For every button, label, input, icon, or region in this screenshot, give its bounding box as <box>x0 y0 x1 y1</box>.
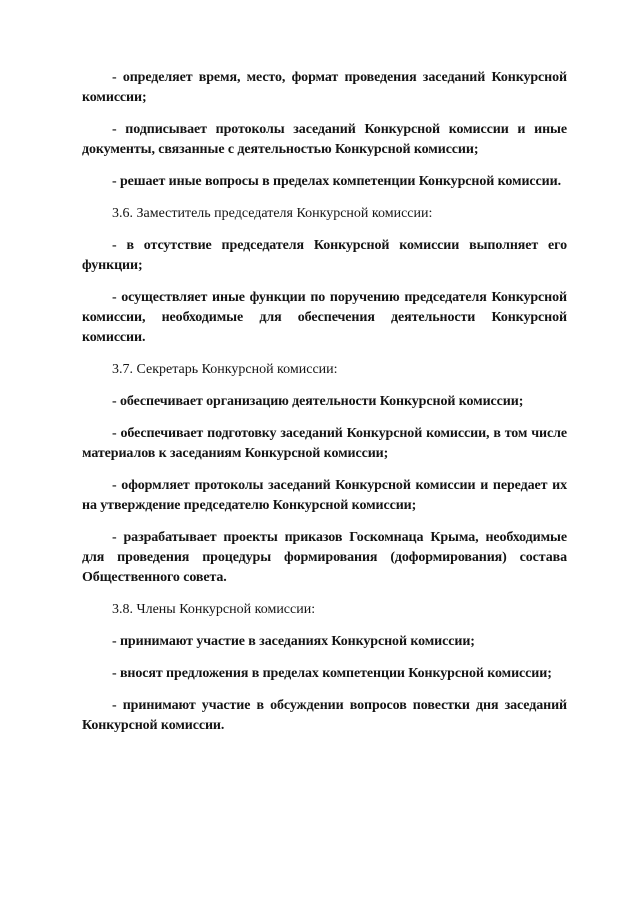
members-duty-propose: - вносят предложения в пределах компетенции Конкурсной комиссии; <box>112 666 552 681</box>
secretary-duty-prepare: - обеспечивает подготовку заседаний Конкурсной комиссии, в том числе материалов к заседаниям Конкурсной комиссии; <box>82 426 567 461</box>
deputy-duty-replace: - в отсутствие председателя Конкурсной комиссии выполняет его функции; <box>82 238 567 273</box>
chairman-duty-sign: - подписывает протоколы заседаний Конкурсной комиссии и иные документы, связанные с деятельностью Конкурсной комиссии; <box>82 122 567 157</box>
members-duty-participate: - принимают участие в заседаниях Конкурсной комиссии; <box>112 634 475 649</box>
members-duty-discuss: - принимают участие в обсуждении вопросов повестки дня заседаний Конкурсной комиссии. <box>82 698 567 733</box>
secretary-duty-organize: - обеспечивает организацию деятельности Конкурсной комиссии; <box>112 394 524 409</box>
secretary-duty-orders: - разрабатывает проекты приказов Госкомнаца Крыма, необходимые для проведения процедуры формирования (доформирования) состава Общественного совета. <box>82 530 567 585</box>
chairman-duty-schedule: - определяет время, место, формат проведения заседаний Конкурсной комиссии; <box>82 70 567 105</box>
document-body <box>82 68 567 748</box>
chairman-duty-other: - решает иные вопросы в пределах компетенции Конкурсной комиссии. <box>112 174 561 189</box>
section-heading-secretary: 3.7. Секретарь Конкурсной комиссии: <box>112 362 338 377</box>
deputy-duty-other: - осуществляет иные функции по поручению председателя Конкурсной комиссии, необходимые для обеспечения деятельности Конкурсной комиссии. <box>82 290 567 345</box>
section-heading-deputy: 3.6. Заместитель председателя Конкурсной комиссии: <box>112 206 433 221</box>
secretary-duty-protocols: - оформляет протоколы заседаний Конкурсной комиссии и передает их на утверждение председателю Конкурсной комиссии; <box>82 478 567 513</box>
section-heading-members: 3.8. Члены Конкурсной комиссии: <box>112 602 316 617</box>
